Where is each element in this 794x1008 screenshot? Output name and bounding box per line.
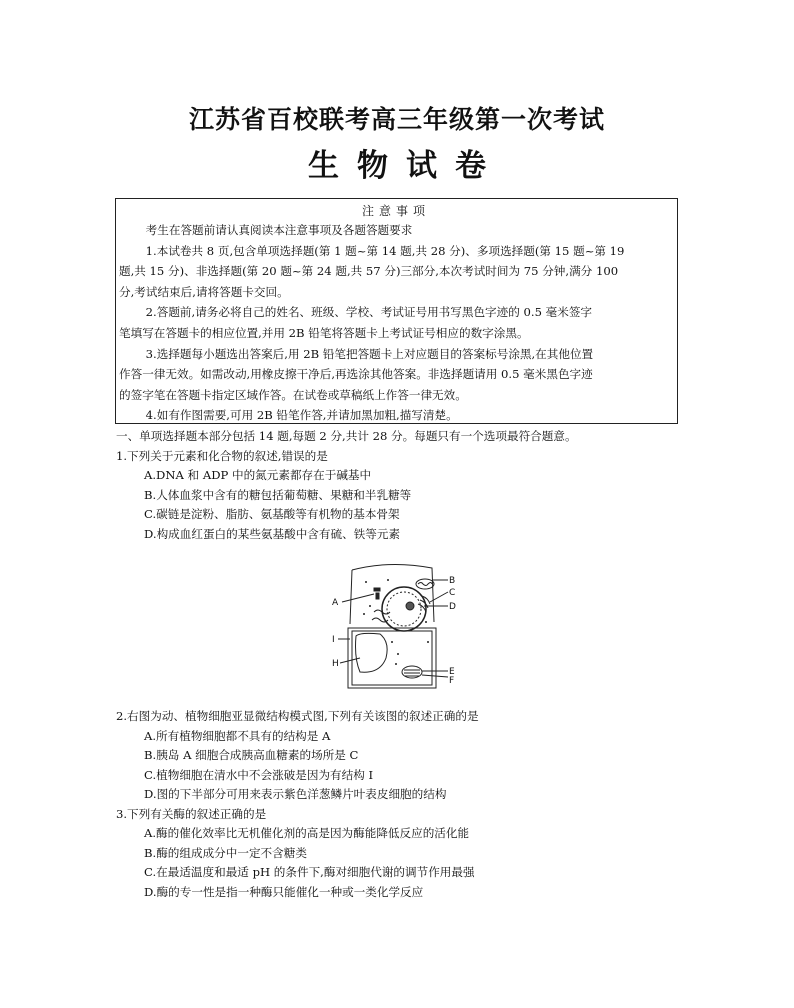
q1-option-a: A.DNA 和 ADP 中的氮元素都存在于碱基中 <box>144 468 372 482</box>
notice-item-1-line-1: 1.本试卷共 8 页,包含单项选择题(第 1 题~第 14 题,共 28 分)、多项选择题(第 15 题~第 19 <box>145 243 625 258</box>
notice-item-2-line-2: 笔填写在答题卡的相应位置,并用 2B 铅笔将答题卡上考试证号相应的数字涂黑。 <box>119 325 529 340</box>
centrioles <box>374 588 380 599</box>
nucleolus <box>406 602 414 610</box>
notice-item-4: 4.如有作图需要,可用 2B 铅笔作答,并请加黑加粗,描写清楚。 <box>145 408 458 423</box>
notice-item-1-line-3: 分,考试结束后,请将答题卡交回。 <box>119 284 289 299</box>
notice-item-3-line-2: 作答一律无效。如需改动,用橡皮擦干净后,再选涂其他答案。非选择题请用 0.5 毫米黑色字迹 <box>119 367 593 382</box>
q2-stem: 2.右图为动、植物细胞亚显微结构模式图,下列有关该图的叙述正确的是 <box>116 709 479 723</box>
cell-outline-left <box>350 570 352 624</box>
label-h: H <box>332 659 339 669</box>
cell-membrane <box>352 631 432 685</box>
mitochondrion-cristae <box>418 583 432 586</box>
notice-item-1-line-2: 题,共 15 分)、非选择题(第 20 题~第 24 题,共 57 分)三部分,本次考试时间为 75 分钟,满分 100 <box>119 264 619 279</box>
q2-option-a: A.所有植物细胞都不具有的结构是 A <box>144 728 331 743</box>
label-i: I <box>332 635 335 645</box>
vacuole <box>356 633 388 672</box>
cell-wall <box>348 628 436 688</box>
label-a: A <box>332 598 339 608</box>
notice-heading: 注意事项 <box>361 204 430 218</box>
q2-option-d: D.图的下半部分可用来表示紫色洋葱鳞片叶表皮细胞的结构 <box>144 787 447 801</box>
exam-title: 江苏省百校联考高三年级第一次考试 <box>188 105 605 134</box>
q1-option-b: B.人体血浆中含有的糖包括葡萄糖、果糖和半乳糖等 <box>144 487 412 502</box>
label-c: C <box>449 588 456 598</box>
endoplasmic-reticulum <box>372 610 390 622</box>
q3-option-c: C.在最适温度和最适 pH 的条件下,酶对细胞代谢的调节作用最强 <box>144 865 475 879</box>
question-block-2 <box>116 707 686 902</box>
nuclear-envelope <box>387 592 421 626</box>
q1-option-d: D.构成血红蛋白的某些氨基酸中含有硫、铁等元素 <box>144 526 401 541</box>
q3-stem: 3.下列有关酶的叙述正确的是 <box>116 806 267 821</box>
label-d: D <box>449 602 456 612</box>
section-heading: 一、单项选择题本部分包括 14 题,每题 2 分,共计 28 分。每题只有一个选项最符合题意。 <box>116 429 577 443</box>
chloroplast-grana <box>404 670 420 676</box>
question-block-1 <box>116 427 686 544</box>
notice-box <box>115 198 678 424</box>
q3-option-d: D.酶的专一性是指一种酶只能催化一种或一类化学反应 <box>144 884 424 899</box>
q3-option-b: B.酶的组成成分中一定不含糖类 <box>144 845 307 860</box>
q3-option-a: A.酶的催化效率比无机催化剂的高是因为酶能降低反应的活化能 <box>144 826 470 840</box>
notice-item-3-line-3: 的签字笔在答题卡指定区域作答。在试卷或草稿纸上作答一律无效。 <box>119 387 467 402</box>
ribosomes <box>363 579 429 665</box>
q2-option-c: C.植物细胞在清水中不会涨破是因为有结构 I <box>144 767 374 782</box>
leader-f <box>422 675 448 677</box>
nucleus <box>382 587 426 631</box>
q2-option-b: B.胰岛 A 细胞合成胰高血糖素的场所是 C <box>144 748 359 762</box>
label-b: B <box>449 576 456 586</box>
cell-structure-diagram <box>330 562 460 692</box>
label-f: F <box>449 676 455 686</box>
leader-a <box>342 594 374 602</box>
label-e: E <box>449 667 455 677</box>
q1-stem: 1.下列关于元素和化合物的叙述,错误的是 <box>116 448 328 463</box>
notice-item-3-line-1: 3.选择题每小题选出答案后,用 2B 铅笔把答题卡上对应题目的答案标号涂黑,在其他位置 <box>145 346 594 361</box>
q1-option-c: C.碳链是淀粉、脂肪、氨基酸等有机物的基本骨架 <box>144 507 400 521</box>
notice-intro: 考生在答题前请认真阅读本注意事项及各题答题要求 <box>145 223 413 237</box>
notice-item-2-line-1: 2.答题前,请务必将自己的姓名、班级、学校、考试证号用书写黑色字迹的 0.5 毫米签字 <box>145 305 593 320</box>
subject-title: 生物试卷 <box>308 148 504 184</box>
